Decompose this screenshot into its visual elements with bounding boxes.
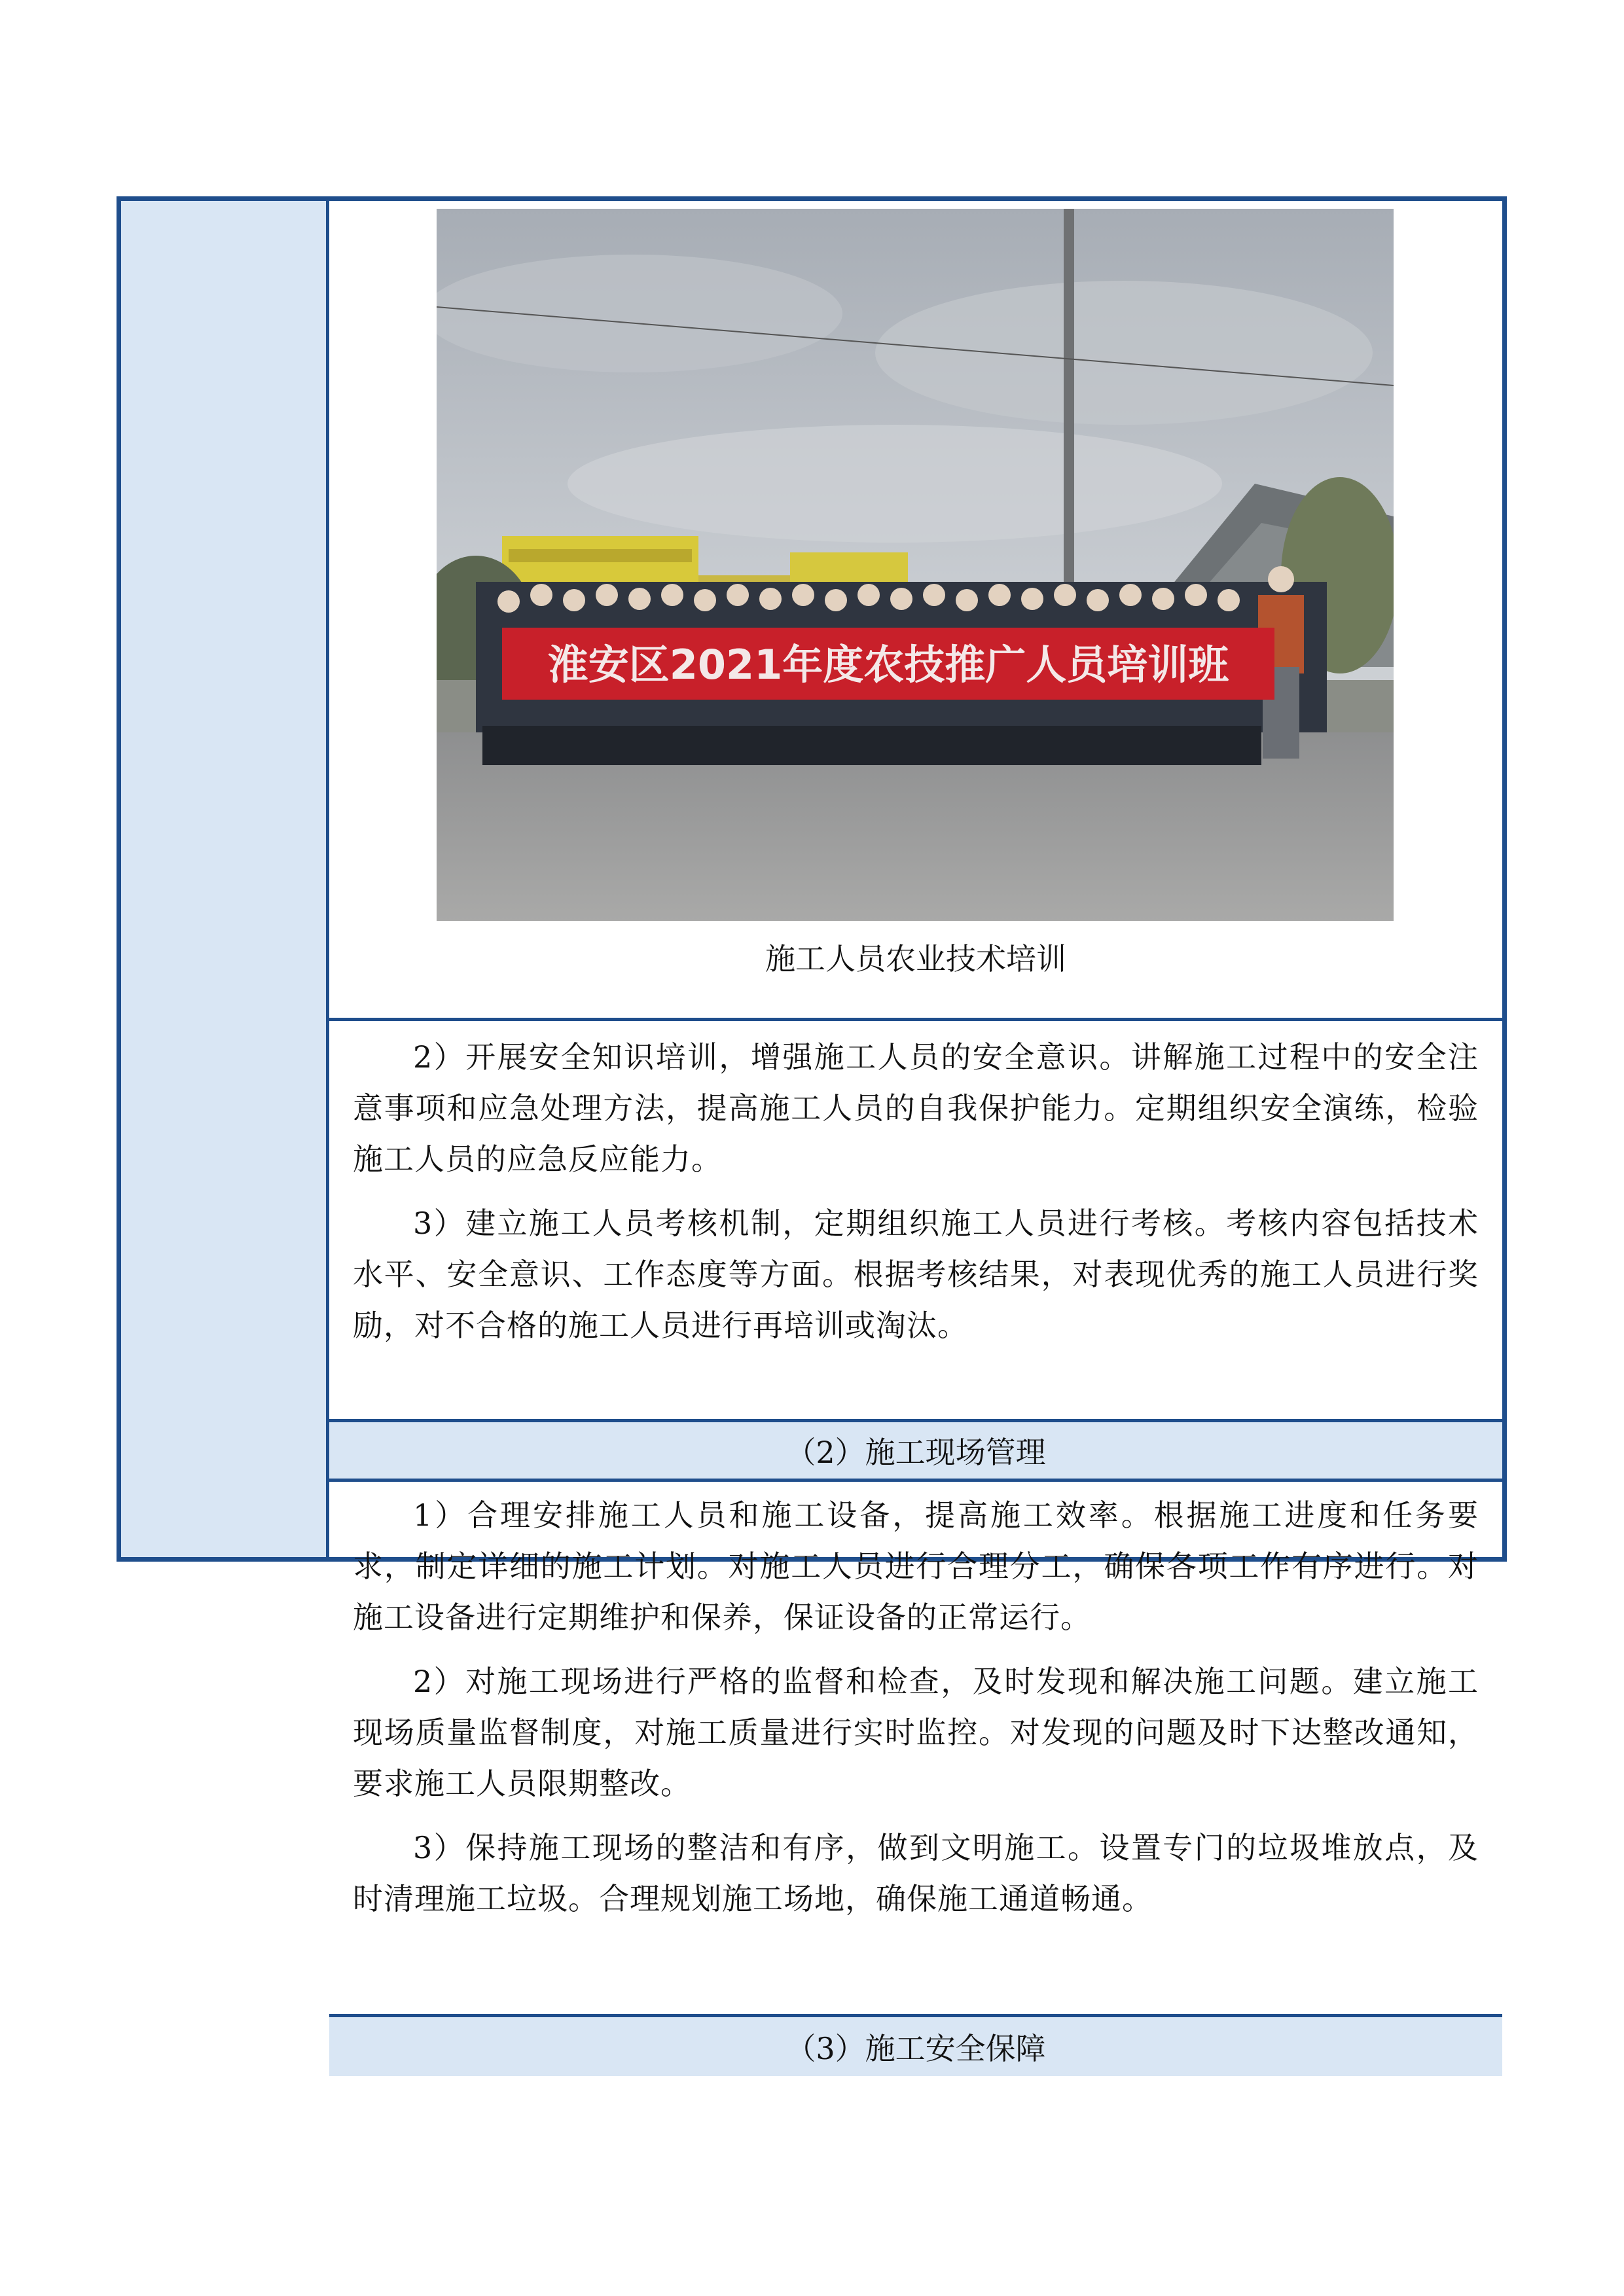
paragraph: 2）对施工现场进行严格的监督和检查，及时发现和解决施工问题。建立施工现场质量监督制度，对施工质量进行实时监控。对发现的问题及时下达整改通知，要求施工人员限期整改。 — [353, 1664, 1479, 1801]
photo-cell — [329, 201, 1502, 1018]
paragraph: 3）建立施工人员考核机制，定期组织施工人员进行考核。考核内容包括技术水平、安全意识、工作态度等方面。根据考核结果，对表现优秀的施工人员进行奖励，对不合格的施工人员进行再培训或淘汰。 — [353, 1206, 1479, 1343]
banner-text: 淮安区2021年度农技推广人员培训班 — [547, 641, 1229, 689]
left-label-column — [121, 201, 329, 1557]
paragraph: 2）开展安全知识培训，增强施工人员的安全意识。讲解施工过程中的安全注意事项和应急处理方法，提高施工人员的自我保护能力。定期组织安全演练，检验施工人员的应急反应能力。 — [353, 1039, 1479, 1177]
content-column — [329, 201, 1502, 2066]
photo-caption: 施工人员农业技术培训 — [765, 941, 1066, 977]
document-table — [117, 196, 1507, 2066]
section-heading-3: （3）施工安全保障 — [329, 2017, 1502, 2076]
section-heading-2: （2）施工现场管理 — [329, 1422, 1502, 1479]
training-photo — [437, 209, 1394, 921]
section2-cell — [329, 1482, 1502, 2014]
paragraph: 1）合理安排施工人员和施工设备，提高施工效率。根据施工进度和任务要求，制定详细的施工计划。对施工人员进行合理分工，确保各项工作有序进行。对施工设备进行定期维护和保养，保证设备的正常运行。 — [353, 1498, 1479, 1635]
section1-cell — [329, 1021, 1502, 1419]
paragraph: 3）保持施工现场的整洁和有序，做到文明施工。设置专门的垃圾堆放点，及时清理施工垃圾。合理规划施工场地，确保施工通道畅通。 — [353, 1830, 1479, 1916]
